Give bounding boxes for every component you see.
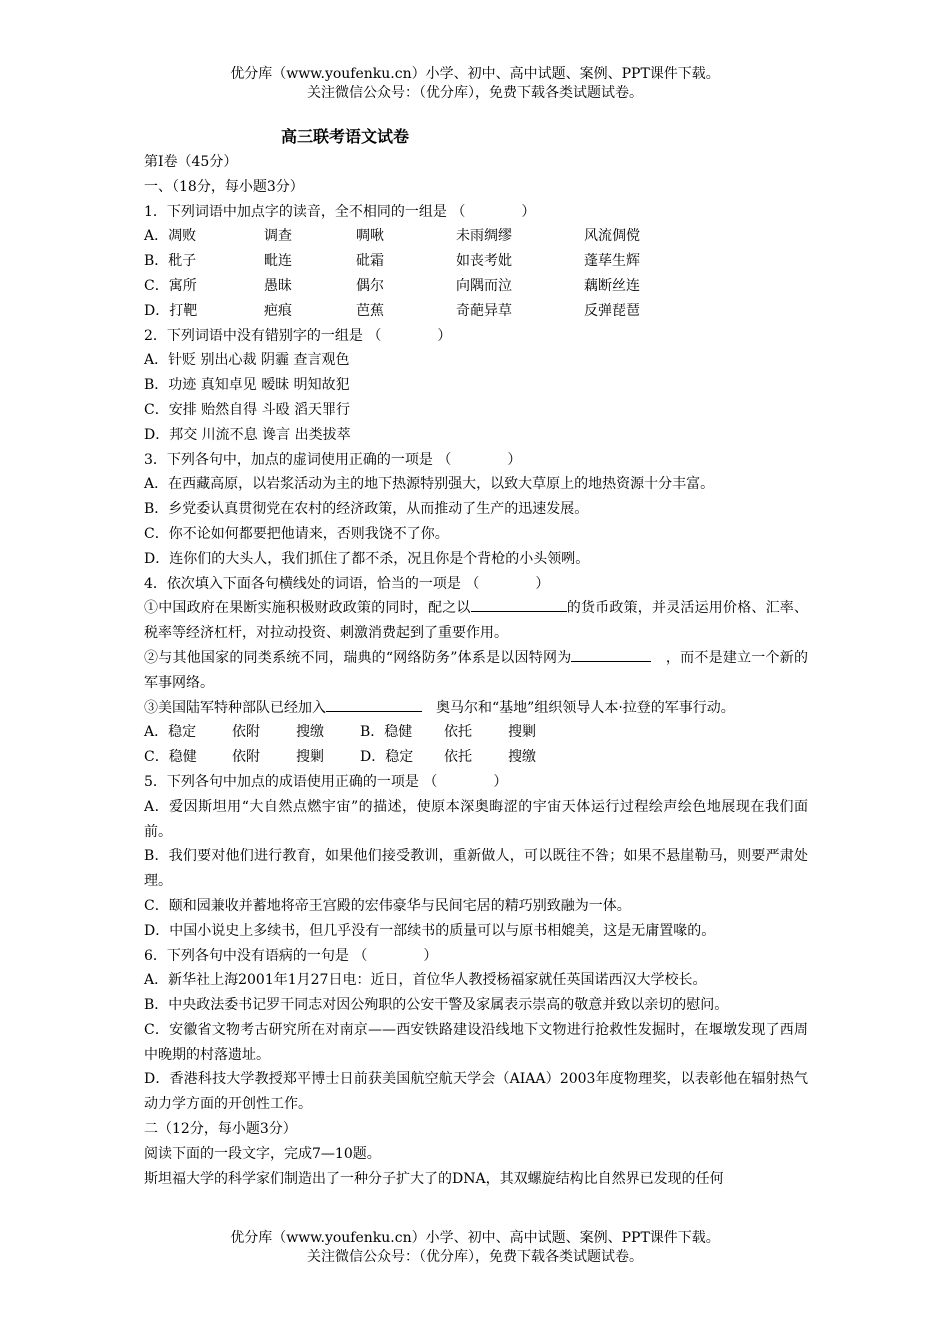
q1-cell: D．打靶 xyxy=(144,302,198,319)
q4-blank-1 xyxy=(471,597,567,612)
q1-cell: 调查 xyxy=(264,228,292,245)
q4-sentence-2 xyxy=(144,646,808,696)
q1-cell: C．寓所 xyxy=(144,277,197,294)
q4-answer-cell: 搜缴 xyxy=(508,749,536,766)
q1-option-row xyxy=(144,299,808,324)
q1-cell: A．凋败 xyxy=(144,228,197,245)
q6-stem: 6．下列各句中没有语病的一句是 （ ） xyxy=(144,947,438,964)
q1-cell: B．秕子 xyxy=(144,253,197,270)
q4-s3-text-b: 奥马尔和“基地”组织领导人本·拉登的军事行动。 xyxy=(422,699,735,716)
q4-s2-text-a: ②与其他国家的同类系统不同，瑞典的“网络防务”体系是以因特网为 xyxy=(144,649,572,666)
q1-cell: 奇葩异草 xyxy=(456,302,512,319)
q1-cell: 芭蕉 xyxy=(356,302,384,319)
q4-answer-cell: C．稳健 xyxy=(144,749,197,766)
q2-stem: 2．下列词语中没有错别字的一组是 （ ） xyxy=(144,327,452,344)
q4-sentence-3 xyxy=(144,696,808,721)
q1-cell: 啁啾 xyxy=(356,228,384,245)
q2-option-c: C．安排 贻然自得 斗殴 滔天罪行 xyxy=(144,401,351,418)
q6-option-b: B．中央政法委书记罗干同志对因公殉职的公安干警及家属表示崇高的敬意并致以亲切的慰问。 xyxy=(144,997,729,1014)
q1-option-row xyxy=(144,224,808,249)
q4-answer-cell: 依托 xyxy=(444,724,472,741)
header-line-2: 关注微信公众号：（优分库），免费下载各类试题试卷。 xyxy=(307,85,643,101)
q1-option-row xyxy=(144,249,808,274)
page-header xyxy=(0,65,950,103)
q3-option-a: A．在西藏高原，以岩浆活动为主的地下热源特别强大，以致大草原上的地热资源十分丰富。 xyxy=(144,476,715,493)
q1-cell: 反弹琵琶 xyxy=(584,302,640,319)
q1-cell: 风流倜傥 xyxy=(584,228,640,245)
q4-answer-cell: 搜剿 xyxy=(508,724,536,741)
section-volume: 第Ⅰ卷（45分） xyxy=(144,154,238,170)
q1-cell: 偶尔 xyxy=(356,277,384,294)
q1-cell: 砒霜 xyxy=(356,253,384,270)
q4-answer-cell: 依附 xyxy=(232,749,260,766)
q3-stem: 3．下列各句中，加点的虚词使用正确的一项是 （ ） xyxy=(144,451,522,468)
q4-blank-2 xyxy=(571,647,651,662)
q2-option-d: D．邦交 川流不息 谗言 出类拔萃 xyxy=(144,426,351,443)
q5-option-b: B．我们要对他们进行教育，如果他们接受教训，重新做人，可以既往不咎；如果不悬崖勒马，则要严肃处理。 xyxy=(144,848,808,890)
reading-intro: 阅读下面的一段文字，完成7—10题。 xyxy=(144,1145,381,1162)
q3-option-c: C．你不论如何都要把他请来，否则我饶不了你。 xyxy=(144,525,449,542)
q4-answer-cell: 搜缴 xyxy=(296,724,324,741)
q1-cell: 蓬荜生辉 xyxy=(584,253,640,270)
q1-cell: 愚昧 xyxy=(264,277,292,294)
reading-passage: 斯坦福大学的科学家们制造出了一种分子扩大了的DNA，其双螺旋结构比自然界已发现的任何 xyxy=(144,1170,724,1187)
q6-option-c: C．安徽省文物考古研究所在对南京——西安铁路建设沿线地下文物进行抢救性发掘时，在堰墩发现了西周中晚期的村落遗址。 xyxy=(144,1021,808,1063)
q4-answer-cell: D．稳定 xyxy=(360,749,414,766)
q1-cell: 疤痕 xyxy=(264,302,292,319)
q1-cell: 未雨绸缪 xyxy=(456,228,512,245)
q4-s3-text-a: ③美国陆军特种部队已经加入 xyxy=(144,699,326,716)
q1-cell: 毗连 xyxy=(264,253,292,270)
header-line-1: 优分库（www.youfenku.cn）小学、初中、高中试题、案例、PPT课件下载。 xyxy=(230,66,720,82)
q1-stem: 1．下列词语中加点字的读音，全不相同的一组是 （ ） xyxy=(144,203,536,220)
q4-answer-cell: A．稳定 xyxy=(144,724,197,741)
q1-cell: 藕断丝连 xyxy=(584,277,640,294)
q4-answer-cell: B．稳健 xyxy=(360,724,413,741)
q1-option-row xyxy=(144,274,808,299)
part-2-heading: 二（12分，每小题3分） xyxy=(144,1121,297,1138)
q4-s1-text-a: ①中国政府在果断实施积极财政政策的同时，配之以 xyxy=(144,600,471,617)
page-footer xyxy=(0,1229,950,1267)
q1-cell: 向隅而泣 xyxy=(456,277,512,294)
q3-option-b: B．乡党委认真贯彻党在农村的经济政策，从而推动了生产的迅速发展。 xyxy=(144,501,589,518)
q1-cell: 如丧考妣 xyxy=(456,253,512,270)
q4-answer-row xyxy=(144,720,808,745)
q5-option-d: D．中国小说史上多续书，但几乎没有一部续书的质量可以与原书相媲美，这是无庸置喙的。 xyxy=(144,922,716,939)
q3-option-d: D．连你们的大头人，我们抓住了都不杀，况且你是个背枪的小头领咧。 xyxy=(144,550,590,567)
q6-option-a: A．新华社上海2001年1月27日电：近日，首位华人教授杨福家就任英国诺西汉大学校长。 xyxy=(144,972,707,989)
q5-option-c: C．颐和园兼收并蓄地将帝王宫殿的宏伟豪华与民间宅居的精巧别致融为一体。 xyxy=(144,897,631,914)
footer-line-2: 关注微信公众号：（优分库），免费下载各类试题试卷。 xyxy=(307,1249,643,1265)
page-title: 高三联考语文试卷 xyxy=(281,127,410,146)
document-body xyxy=(144,150,808,1191)
q4-answer-cell: 搜剿 xyxy=(296,749,324,766)
q2-option-a: A．针贬 别出心裁 阴霾 查言观色 xyxy=(144,352,350,369)
q4-answer-cell: 依托 xyxy=(444,749,472,766)
q4-blank-3 xyxy=(326,697,422,712)
q6-option-d: D．香港科技大学教授郑平博士日前获美国航空航天学会（AIAA）2003年度物理奖，以表彰他在辐射热气动力学方面的开创性工作。 xyxy=(144,1071,808,1113)
q5-option-a: A．爱因斯坦用“大自然点燃宇宙”的描述，使原本深奥晦涩的宇宙天体运行过程绘声绘色地展现在我们面前。 xyxy=(144,798,808,840)
q4-sentence-1 xyxy=(144,596,808,646)
q4-s2-text-b: ，而不是建立一个新的军事网络。 xyxy=(144,649,808,691)
q4-s1-text-b: 的货币政策，并灵活运用价格、汇率、税率等经济杠杆，对拉动投资、刺激消费起到了重要作用。 xyxy=(144,600,809,642)
part-1-heading: 一、（18分，每小题3分） xyxy=(144,178,304,195)
q2-option-b: B．功迹 真知卓见 暧昧 明知故犯 xyxy=(144,377,350,394)
q4-stem: 4．依次填入下面各句横线处的词语，恰当的一项是 （ ） xyxy=(144,575,550,592)
q5-stem: 5．下列各句中加点的成语使用正确的一项是 （ ） xyxy=(144,773,508,790)
q4-answer-cell: 依附 xyxy=(232,724,260,741)
footer-line-1: 优分库（www.youfenku.cn）小学、初中、高中试题、案例、PPT课件下载。 xyxy=(230,1230,720,1246)
q4-answer-row xyxy=(144,745,808,770)
